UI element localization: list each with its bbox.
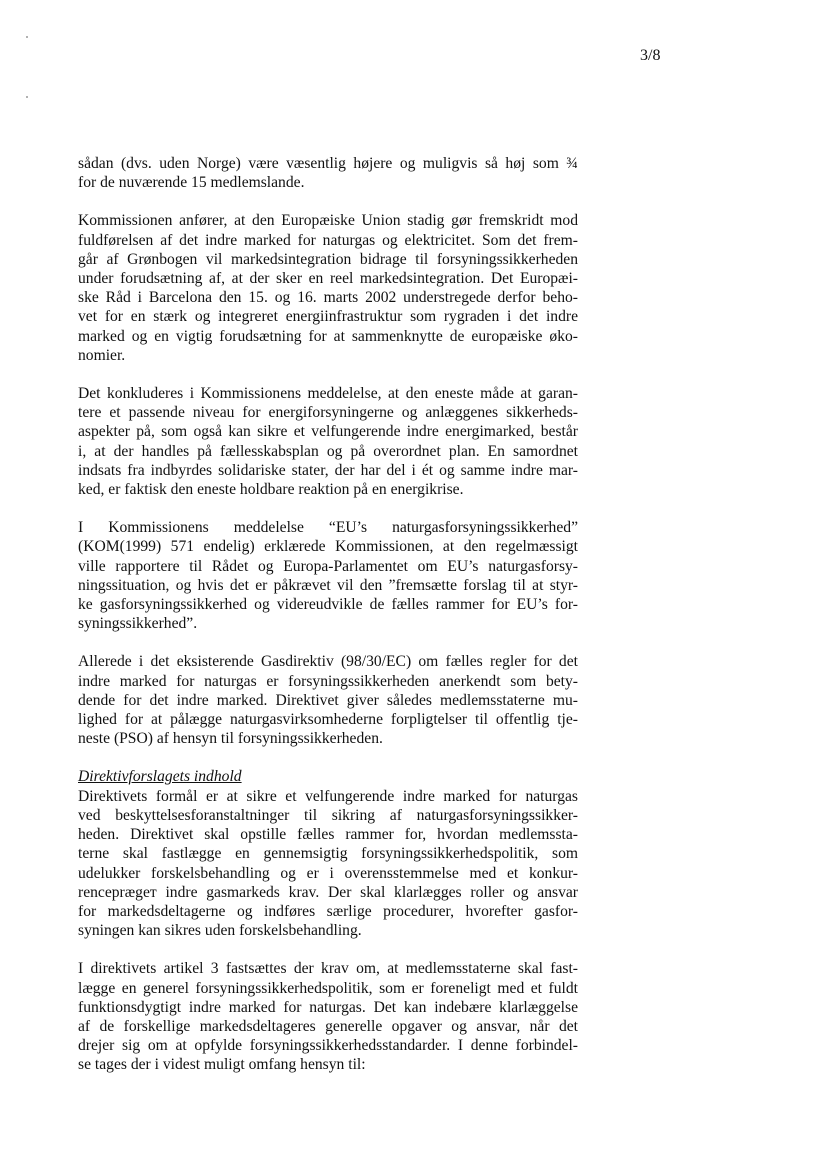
- text-line: terne skal fastlægge en gennemsigtig forsyningssikkerhedspolitik, som: [78, 845, 578, 863]
- text-line: neste (PSO) af hensyn til forsyningssikkerheden.: [78, 730, 383, 748]
- text-line: ked, er faktisk den eneste holdbare reaktion på en energikrise.: [78, 481, 464, 499]
- page-number: 3/8: [640, 47, 661, 64]
- paragraph: [78, 652, 578, 748]
- text-line: ske Råd i Barcelona den 15. og 16. marts 2002 understregede derfor beho-: [78, 289, 578, 307]
- text-line: Det konkluderes i Kommissionens meddelelse, at den eneste måde at garan-: [78, 385, 578, 403]
- text-line: Direktivets formål er at sikre et velfungerende indre marked for naturgas: [78, 787, 578, 805]
- text-line: i, at der handles på fællesskabsplan og på overordnet plan. En samordnet: [78, 442, 578, 460]
- text-line: se tages der i videst muligt omfang hensyn til:: [78, 1056, 366, 1074]
- text-line: syningssikkerhed”.: [78, 615, 198, 633]
- text-line: nomier.: [78, 346, 126, 364]
- paragraph: [78, 154, 578, 192]
- text-line: indre marked for naturgas er forsyningssikkerheden anerkendt som bety-: [78, 672, 578, 690]
- text-line: for de nuværende 15 medlemslande.: [78, 174, 305, 192]
- text-line: lighed for at pålægge naturgasvirksomhederne forpligtelser til offentlig tje-: [78, 711, 578, 729]
- text-line: drejer sig om at opfylde forsyningssikkerhedsstandarder. I denne forbindel-: [78, 1037, 578, 1055]
- text-line: tere et passende niveau for energiforsyningerne og anlæggenes sikkerheds-: [78, 404, 578, 422]
- text-line: funktionsdygtigt indre marked for naturgas. Det kan indebære klarlæggelse: [78, 998, 578, 1016]
- text-line: går af Grønbogen vil markedsintegration bidrage til forsyningssikkerheden: [78, 250, 578, 268]
- text-line: Allerede i det eksisterende Gasdirektiv (98/30/EC) om fælles regler for det: [78, 653, 578, 671]
- text-line: marked og en vigtig forudsætning for at sammenknytte de europæiske øko-: [78, 327, 578, 345]
- text-line: renceprægeт indre gasmarkeds krav. Der skal klarlægges roller og ansvar: [78, 883, 578, 901]
- paragraph: [78, 211, 578, 365]
- text-line: indsats fra indbyrdes solidariske stater, der har del i ét og samme indre mar-: [78, 461, 578, 479]
- text-line: lægge en generel forsyningssikkerhedspolitik, som er foreneligt med et fuldt: [78, 979, 578, 997]
- text-line: heden. Direktivet skal opstille fælles rammer for, hvordan medlemssta-: [78, 826, 578, 844]
- text-line: udelukker forskelsbehandling og er i overensstemmelse med et konkur-: [78, 864, 578, 882]
- text-line: ved beskyttelsesforanstaltninger til sikring af naturgasforsyningssikker-: [78, 806, 578, 824]
- text-line: fuldførelsen af det indre marked for naturgas og elektricitet. Som det frem-: [78, 231, 578, 249]
- text-line: I Kommissionens meddelelse “EU’s naturgasforsyningssikkerhed”: [78, 519, 578, 537]
- text-line: syningen kan sikres uden forskelsbehandling.: [78, 922, 362, 940]
- text-line: (KOM(1999) 571 endelig) erklærede Kommissionen, at den regelmæssigt: [78, 538, 578, 556]
- paragraph: [78, 767, 578, 940]
- text-line: for markedsdeltagerne og indføres særlige procedurer, hvorefter gasfor-: [78, 902, 578, 920]
- text-line: sådan (dvs. uden Norge) være væsentlig højere og muligvis så høj som ¾: [78, 155, 578, 172]
- paragraph: [78, 518, 578, 633]
- text-line: dende for det indre marked. Direktivet giver således medlemsstaterne mu-: [78, 691, 578, 709]
- text-line: aspekter på, som også kan sikre et velfungerende indre energimarked, består: [78, 423, 578, 441]
- text-line: I direktivets artikel 3 fastsættes der krav om, at medlemsstaterne skal fast-: [78, 960, 578, 978]
- text-line: ville rapportere til Rådet og Europa-Parlamentet om EU’s naturgasforsy-: [78, 557, 578, 575]
- scan-speck: [26, 96, 28, 98]
- scan-speck: [26, 36, 28, 38]
- text-line: vet for en stærk og integreret energiinfrastruktur som rygraden i det indre: [78, 308, 578, 326]
- text-line: ningssituation, og hvis det er påkrævet vil den ”fremsætte forslag til at styr-: [78, 576, 578, 594]
- document-body: [78, 154, 578, 1075]
- section-heading: Direktivforslagets indhold: [78, 768, 242, 786]
- text-line: af de forskellige markedsdeltageres generelle opgaver og ansvar, når det: [78, 1017, 578, 1035]
- paragraph: [78, 384, 578, 499]
- text-line: ke gasforsyningssikkerhed og videreudvikle de fælles rammer for EU’s for-: [78, 596, 578, 614]
- paragraph: [78, 959, 578, 1074]
- text-line: Kommissionen anfører, at den Europæiske Union stadig gør fremskridt mod: [78, 212, 578, 230]
- text-line: under forudsætning af, at der sker en reel markedsintegration. Det Europæi-: [78, 270, 578, 288]
